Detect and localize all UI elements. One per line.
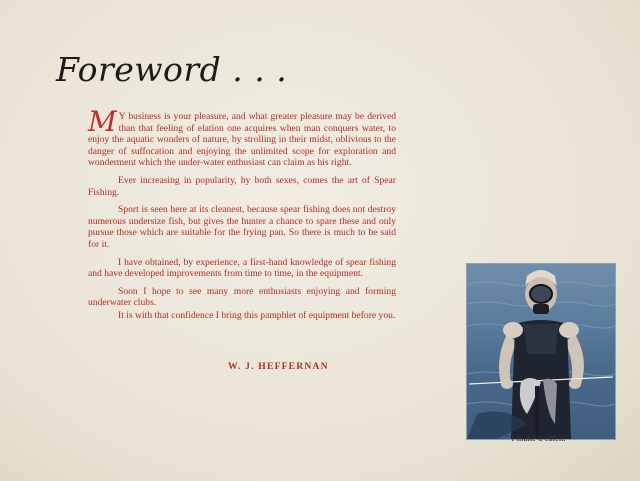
drop-cap: M (88, 105, 117, 138)
paragraph-4: I have obtained, by experience, a first-hand knowledge of spear fishing and have developed improvements from time to time, in the equipment. (88, 256, 396, 280)
paragraph-5: Soon I hope to see many more enthusiasts enjoying and forming underwater clubs. (88, 285, 396, 309)
foreword-body (88, 105, 396, 328)
diver-photo (467, 264, 615, 439)
paragraph-1 (88, 105, 396, 169)
photo-caption: “ I make a catch.” (505, 433, 570, 443)
signature: W. J. HEFFERNAN (228, 361, 329, 372)
paragraph-6: It is with that confidence I bring this pamphlet of equipment before you. (118, 309, 396, 321)
page-title: Foreword . . . (56, 50, 288, 89)
paragraph-2: Ever increasing in popularity, by both sexes, comes the art of Spear Fishing. (88, 174, 396, 198)
paragraph-3: Sport is seen here at its cleanest, because spear fishing does not destroy numerous undersize fish, but gives the hunter a chance to spare these and only pursue those which are suitable for the frying pan. So there is much to be said for it. (88, 204, 396, 250)
paragraph-1-text: Y business is your pleasure, and what greater pleasure may be derived than that feeling of elation one acquires when man conquers water, to enjoy the aquatic wonders of nature, by strolling in their midst, oblivious to the danger of suffocation and enjoying the unlimited scope for exploration and wonderment which the under-water enthusiast can claim as his right. (88, 111, 396, 169)
diver-illustration (467, 264, 615, 439)
